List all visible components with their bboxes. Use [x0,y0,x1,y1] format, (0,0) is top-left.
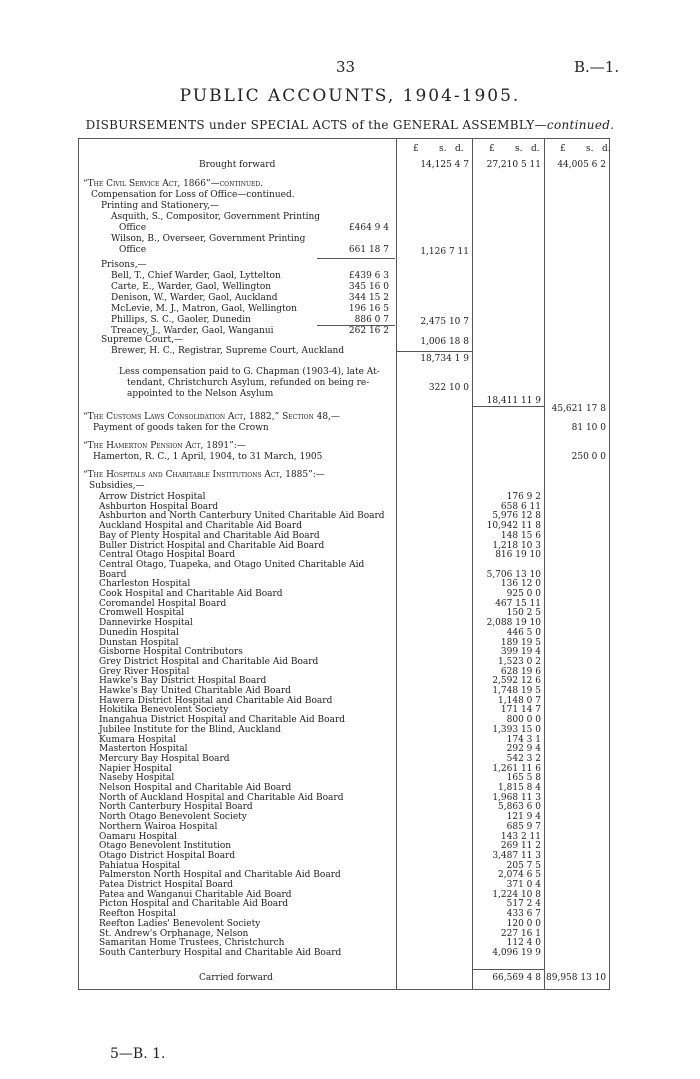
hospital-amount-40: 371 0 4 [506,880,541,890]
hospital-name-39: Palmerston North Hospital and Charitable Aid Board [99,870,341,881]
hamerton-act-heading: “The Hamerton Pension Act, 1891”:— [83,441,246,451]
customs-act-heading: “The Customs Laws Consolidation Act, 1882,” Section 48,— [83,412,340,422]
prison-amount-1: 345 16 0 [348,282,389,292]
hospital-name-22: Hokitika Benevolent Society [99,705,229,716]
hospital-amount-20: 1,748 19 5 [492,686,541,696]
hospital-name-40: Patea District Hospital Board [99,880,233,890]
hospital-name-46: Samaritan Home Trustees, Christchurch [99,938,285,949]
hospital-name-45: St. Andrew's Orphanage, Nelson [99,928,249,939]
hospital-name-29: Naseby Hospital [99,773,175,784]
hospital-name-15: Dunstan Hospital [99,637,179,648]
col1-pence-head: d. [455,144,464,154]
col3-pence-head: d. [602,144,611,154]
hospital-amount-39: 2,074 6 5 [498,870,541,881]
col2-pence-head: d. [531,144,540,154]
hospital-amount-22: 171 14 7 [500,705,541,716]
hospital-name-25: Kumara Hospital [99,734,177,745]
hospital-amount-29: 165 5 8 [506,773,541,784]
hospital-amount-8: 5,706 13 10 [486,569,541,580]
hospital-amount-43: 433 6 7 [506,909,541,920]
less-line1: Less compensation paid to G. Chapman (1903-4), late At- [119,367,380,377]
hospital-name-38: Pahiatua Hospital [99,860,181,871]
prison-name-1: Carte, E., Warder, Gaol, Wellington [111,282,272,292]
hospital-name-5: Buller District Hospital and Charitable Aid Board [99,540,325,551]
hospital-amount-26: 292 9 4 [506,744,541,755]
hospital-amount-14: 446 5 0 [506,627,541,638]
hospital-amount-28: 1,261 11 6 [492,763,541,774]
hospital-name-3: Auckland Hospital and Charitable Aid Board [99,521,302,532]
hospital-amount-6: 816 19 10 [495,550,541,561]
hamerton-amount: 250 0 0 [571,452,606,462]
hospital-amount-27: 542 3 2 [506,753,541,764]
civil-grand-total: 45,621 17 8 [551,404,606,414]
hospital-amount-44: 120 0 0 [506,918,541,929]
hospital-amount-17: 1,523 0 2 [498,656,541,667]
prison-amount-0: £439 6 3 [348,271,389,281]
hospital-name-17: Grey District Hospital and Charitable Aid Board [99,656,319,667]
hospital-name-33: North Otago Benevolent Society [99,812,247,823]
civil-service-act-heading: “The Civil Service Act, 1866”—continued. [83,179,264,189]
hospital-name-36: Otago Benevolent Institution [99,841,232,852]
prison-name-0: Bell, T., Chief Warder, Gaol, Lyttelton [111,271,281,281]
hospital-amount-2: 5,976 12 8 [492,511,541,522]
hospital-name-26: Masterton Hospital [99,744,188,755]
prison-amount-3: 196 16 5 [348,304,389,314]
hospital-amount-34: 685 9 7 [506,821,541,832]
wilson-line2: Office [119,245,147,255]
brought-forward-col3: 44,005 6 2 [557,160,606,170]
hospital-amount-0: 176 9 2 [506,492,541,502]
hospital-name-0: Arrow District Hospital [99,492,206,502]
hospital-amount-47: 4,096 19 9 [492,947,541,958]
hospital-name-11: Coromandel Hospital Board [99,598,227,609]
column-rule [396,139,397,989]
hospital-name-44: Reefton Ladies' Benevolent Society [99,918,261,929]
hospital-name-42: Picton Hospital and Charitable Aid Board [99,899,289,910]
hospital-amount-46: 112 4 0 [506,938,541,949]
hospital-name-35: Oamaru Hospital [99,831,177,842]
carried-forward-col3: 89,958 13 10 [546,973,607,983]
hospital-name-14: Dunedin Hospital [99,627,179,638]
hospital-amount-5: 1,218 10 3 [492,540,541,551]
column-rule [472,139,473,989]
prison-amount-5: 262 16 2 [348,326,389,336]
hospital-name-6: Central Otago Hospital Board [99,550,236,561]
hospital-name-30: Nelson Hospital and Charitable Aid Board [99,783,292,793]
hospital-amount-31: 1,968 11 3 [492,792,541,803]
hospital-amount-13: 2,088 19 10 [486,618,541,629]
hospital-name-23: Inangahua District Hospital and Charitable Aid Board [99,715,346,726]
prison-name-5: Treacey, J., Warder, Gaol, Wanganui [111,326,274,336]
hospital-name-13: Dannevirke Hospital [99,618,193,629]
hospital-amount-30: 1,815 8 4 [498,783,541,793]
hospital-amount-16: 399 19 4 [500,647,541,658]
footer-signature: 5—B. 1. [110,1046,166,1062]
hospital-amount-11: 467 15 11 [495,598,541,609]
less-line2: tendant, Christchurch Asylum, refunded on being re- [127,378,370,388]
printing-heading: Printing and Stationery,— [101,201,219,211]
hospital-name-43: Reefton Hospital [99,909,176,920]
hospital-name-9: Charleston Hospital [99,579,191,590]
compensation-heading: Compensation for Loss of Office—continued. [91,190,295,200]
hospital-name-37: Otago District Hospital Board [99,850,236,861]
hospital-name-21: Hawera District Hospital and Charitable Aid Board [99,695,333,706]
hospital-name-19: Hawke's Bay District Hospital Board [99,676,267,687]
hospital-name-24: Jubilee Institute for the Blind, Auckland [99,724,281,735]
page-number: 33 [336,58,356,76]
total-rule [473,969,544,970]
prisons-heading: Prisons,— [101,260,147,270]
hospital-amount-45: 227 16 1 [500,928,541,939]
brought-forward-col2: 27,210 5 11 [486,160,541,170]
customs-amount: 81 10 0 [571,423,606,433]
disbursement-table [78,138,610,990]
hospital-name-8: Board [99,569,127,580]
prisons-total: 2,475 10 7 [420,317,469,327]
brought-forward-label: Brought forward [199,160,276,170]
hospital-name-16: Gisborne Hospital Contributors [99,647,243,658]
hospital-name-1: Ashburton Hospital Board [99,501,219,512]
prison-amount-2: 344 15 2 [348,293,389,303]
hospital-amount-3: 10,942 11 8 [486,521,541,532]
hospital-amount-4: 148 15 6 [500,530,541,541]
hospital-amount-10: 925 0 0 [506,589,541,599]
hospital-name-41: Patea and Wanganui Charitable Aid Board [99,889,292,900]
hospital-amount-32: 5,863 6 0 [498,802,541,813]
hospital-name-2: Ashburton and North Canterbury United Charitable Aid Board [99,511,385,522]
civil-net: 18,411 11 9 [486,396,541,406]
supreme-court-heading: Supreme Court,— [101,335,183,345]
carried-forward-label: Carried forward [199,973,273,983]
brewer-line: Brewer, H. C., Registrar, Supreme Court, Auckland [111,346,345,356]
page-subtitle [0,118,700,132]
less-line3: appointed to the Nelson Asylum [127,389,274,399]
hospital-name-27: Mercury Bay Hospital Board [99,753,230,764]
col3-pounds-head: £ [560,144,566,154]
hospitals-act-heading: “The Hospitals and Charitable Institutions Act, 1885”:— [83,470,325,480]
hamerton-line: Hamerton, R. C., 1 April, 1904, to 31 March, 1905 [93,452,323,462]
hospital-amount-18: 628 19 6 [500,666,541,677]
hospital-amount-21: 1,148 0 7 [498,695,541,706]
wilson-amount: 661 18 7 [348,245,389,255]
asquith-line2: Office [119,223,147,233]
prison-amount-4: 886 0 7 [354,315,389,325]
hospital-amount-1: 658 6 11 [500,501,541,512]
hospital-amount-24: 1,393 15 0 [492,724,541,735]
col1-shillings-head: s. [439,144,447,154]
hospital-name-18: Grey River Hospital [99,666,190,677]
hospital-amount-19: 2,592 12 6 [492,676,541,687]
asquith-line1: Asquith, S., Compositor, Government Printing [111,212,321,222]
hospital-amount-38: 205 7 5 [506,860,541,871]
brewer-amount: 1,006 18 8 [420,337,469,347]
hospital-name-10: Cook Hospital and Charitable Aid Board [99,589,283,599]
hospital-amount-41: 1,224 10 8 [492,889,541,900]
hospital-name-31: North of Auckland Hospital and Charitable Aid Board [99,792,344,803]
wilson-line1: Wilson, B., Overseer, Government Printing [111,234,306,244]
hospital-name-28: Napier Hospital [99,763,172,774]
hospital-name-4: Bay of Plenty Hospital and Charitable Aid Board [99,530,320,541]
hospital-name-20: Hawke's Bay United Charitable Aid Board [99,686,291,696]
page-reference: B.—1. [574,58,620,76]
less-amount: 322 10 0 [428,383,469,393]
hospital-amount-25: 174 3 1 [506,734,541,745]
hospital-amount-37: 3,487 11 3 [492,850,541,861]
hospital-amount-9: 136 12 0 [500,579,541,590]
hospital-amount-36: 269 11 2 [500,841,541,852]
hospital-name-12: Cromwell Hospital [99,608,185,619]
hospital-name-32: North Canterbury Hospital Board [99,802,253,813]
asquith-amount: £464 9 4 [348,223,389,233]
col1-pounds-head: £ [413,144,419,154]
subtotal-rule [317,325,395,326]
subtotal-rule [473,406,544,407]
hospital-amount-33: 121 9 4 [506,812,541,823]
page-title: PUBLIC ACCOUNTS, 1904-1905. [179,86,521,106]
carried-forward-col2: 66,569 4 8 [492,973,541,983]
subsidies-heading: Subsidies,— [89,481,145,491]
subtitle-continued: continued. [546,118,615,132]
brought-forward-col1: 14,125 4 7 [420,160,469,170]
printing-total: 1,126 7 11 [420,247,469,257]
prison-name-2: Denison, W., Warder, Gaol, Auckland [111,293,278,303]
hospital-amount-15: 189 19 5 [500,637,541,648]
hospital-name-34: Northern Wairoa Hospital [99,821,218,832]
hospital-name-47: South Canterbury Hospital and Charitable Aid Board [99,947,342,958]
prison-name-3: McLevie, M. J., Matron, Gaol, Wellington [111,304,297,314]
civil-subtotal: 18,734 1 9 [420,354,469,364]
hospital-amount-35: 143 2 11 [500,831,541,842]
hospital-name-7: Central Otago, Tuapeka, and Otago United Charitable Aid [99,559,365,570]
customs-line: Payment of goods taken for the Crown [93,423,269,433]
subtotal-rule [397,351,472,352]
col2-shillings-head: s. [515,144,523,154]
subtotal-rule [317,258,395,259]
hospital-amount-42: 517 2 4 [506,899,541,910]
col3-shillings-head: s. [586,144,594,154]
col2-pounds-head: £ [489,144,495,154]
hospital-amount-12: 150 2 5 [506,608,541,619]
column-rule [544,139,545,989]
subtitle-main: DISBURSEMENTS under SPECIAL ACTS of the GENERAL ASSEMBLY— [85,118,547,132]
hospital-amount-23: 800 0 0 [506,715,541,726]
prison-name-4: Phillips, S. C., Gaoler, Dunedin [111,315,251,325]
